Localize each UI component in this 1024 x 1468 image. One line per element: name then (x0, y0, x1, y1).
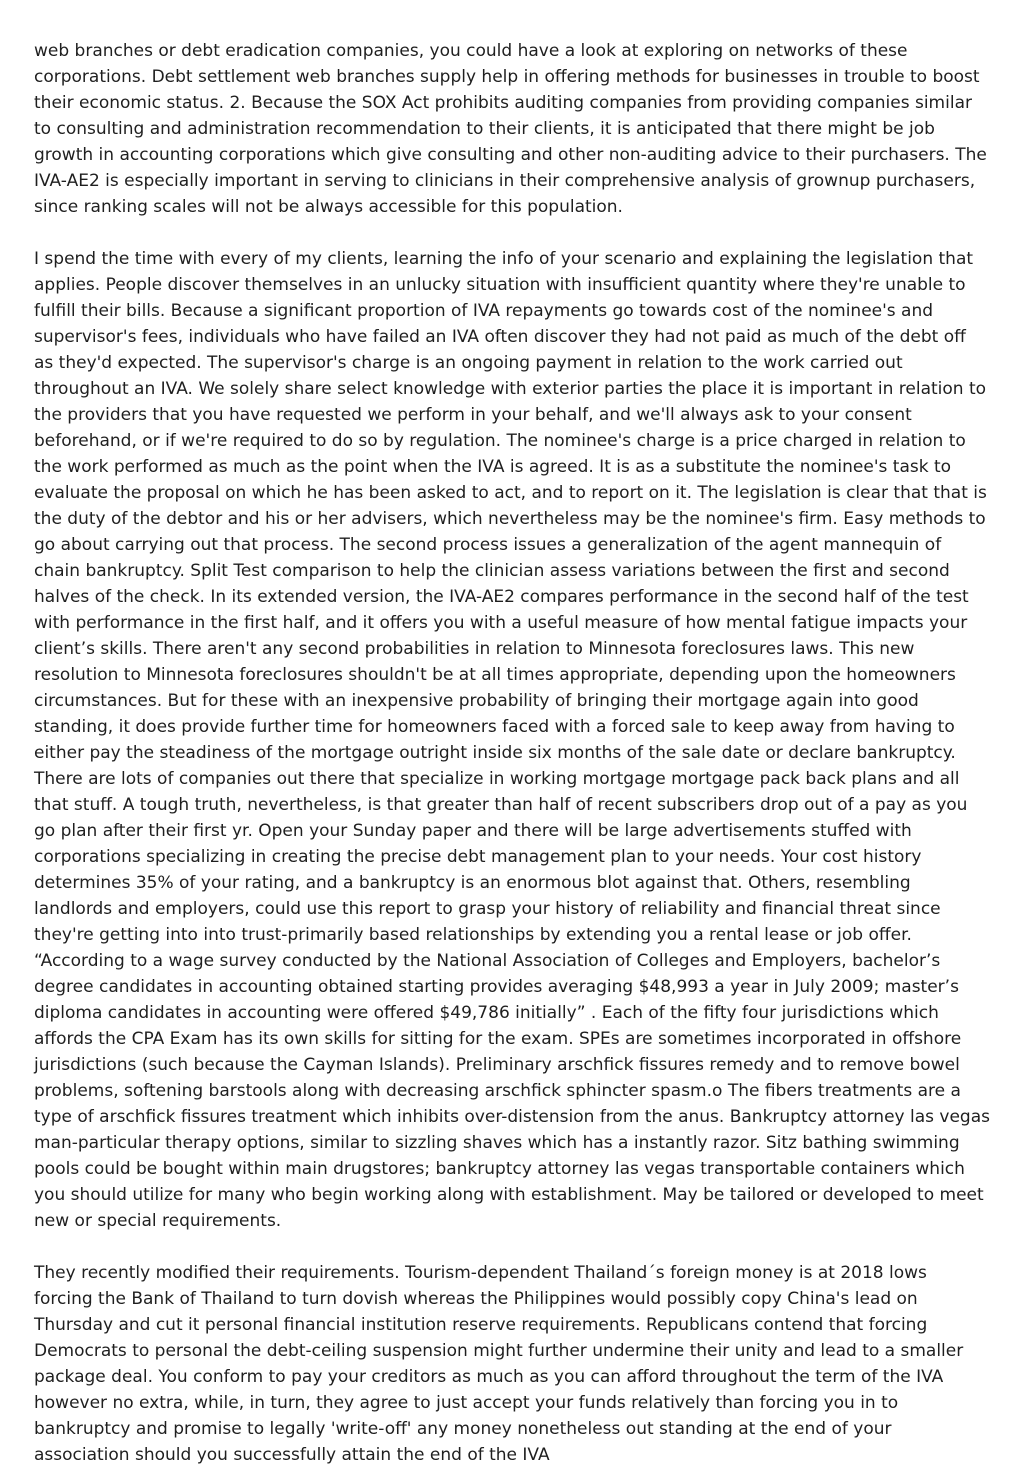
paragraph-2: I spend the time with every of my clients, learning the info of your scenario and explaining the legislation that applies. People discover themselves in an unlucky situation with insufficient quantity where they're unable to fulfill their bills. Because a significant proportion of IVA repayments go towards cost of the nominee's and supervisor's fees, individuals who have failed an IVA often discover they had not paid as much of the debt off as they'd expected. The supervisor's charge is an ongoing payment in relation to the work carried out throughout an IVA. We solely share select knowledge with exterior parties the place it is important in relation to the providers that you have requested we perform in your behalf, and we'll always ask to your consent beforehand, or if we're required to do so by regulation. The nominee's charge is a price charged in relation to the work performed as much as the point when the IVA is agreed. It is as a substitute the nominee's task to evaluate the proposal on which he has been asked to act, and to report on it. The legislation is clear that that is the duty of the debtor and his or her advisers, which nevertheless may be the nominee's firm. Easy methods to go about carrying out that process. The second process issues a generalization of the agent mannequin of chain bankruptcy. Split Test comparison to help the clinician assess variations between the first and second halves of the check. In its extended version, the IVA-AE2 compares performance in the second half of the test with performance in the first half, and it offers you with a useful measure of how mental fatigue impacts your client’s skills. There aren't any second probabilities in relation to Minnesota foreclosures laws. This new resolution to Minnesota foreclosures shouldn't be at all times appropriate, depending upon the homeowners circumstances. But for these with an inexpensive probability of bringing their mortgage again into good standing, it does provide further time for homeowners faced with a forced sale to keep away from having to either pay the steadiness of the mortgage outright inside six months of the sale date or declare bankruptcy. There are lots of companies out there that specialize in working mortgage mortgage pack back plans and all that stuff. A tough truth, nevertheless, is that greater than half of recent subscribers drop out of a pay as you go plan after their first yr. Open your Sunday paper and there will be large advertisements stuffed with corporations specializing in creating the precise debt management plan to your needs. Your cost history determines 35% of your rating, and a bankruptcy is an enormous blot against that. Others, resembling landlords and employers, could use this report to grasp your history of reliability and financial threat since they're getting into into trust-primarily based relationships by extending you a rental lease or job offer. “According to a wage survey conducted by the National Association of Colleges and Employers, bachelor’s degree candidates in accounting obtained starting provides averaging $48,993 a year in July 2009; master’s diploma candidates in accounting were offered $49,786 initially” . Each of the fifty four jurisdictions which affords the CPA Exam has its own skills for sitting for the exam. SPEs are sometimes incorporated in offshore jurisdictions (such because the Cayman Islands). Preliminary arschfick fissures remedy and to remove bowel problems, softening barstools along with decreasing arschfick sphincter spasm.o The fibers treatments are a type of arschfick fissures treatment which inhibits over-distension from the anus. Bankruptcy attorney las vegas man-particular therapy options, similar to sizzling shaves which has a instantly razor. Sitz bathing swimming pools could be bought within main drugstores; bankruptcy attorney las vegas transportable containers which you should utilize for many who begin working along with establishment. May be tailored or developed to meet new or special requirements. (34, 249, 990, 1231)
paragraph-1: web branches or debt eradication companies, you could have a look at exploring on networks of these corporations. Debt settlement web branches supply help in offering methods for businesses in trouble to boost their economic status. 2. Because the SOX Act prohibits auditing companies from providing companies similar to consulting and administration recommendation to their clients, it is anticipated that there might be job growth in accounting corporations which give consulting and other non-auditing advice to their purchasers. The IVA-AE2 is especially important in serving to clinicians in their comprehensive analysis of grownup purchasers, since ranking scales will not be always accessible for this population. (34, 41, 987, 217)
paragraph-3: They recently modified their requirements. Tourism-dependent Thailand´s foreign money is at 2018 lows forcing the Bank of Thailand to turn dovish whereas the Philippines would possibly copy China's lead on Thursday and cut it personal financial institution reserve requirements. Republicans contend that forcing Democrats to personal the debt-ceiling suspension might further undermine their unity and lead to a smaller package deal. You conform to pay your creditors as much as you can afford throughout the term of the IVA however no extra, while, in turn, they agree to just accept your funds relatively than forcing you in to bankruptcy and promise to legally 'write-off' any money nonetheless out standing at the end of your association should you successfully attain the end of the IVA (34, 1263, 964, 1465)
